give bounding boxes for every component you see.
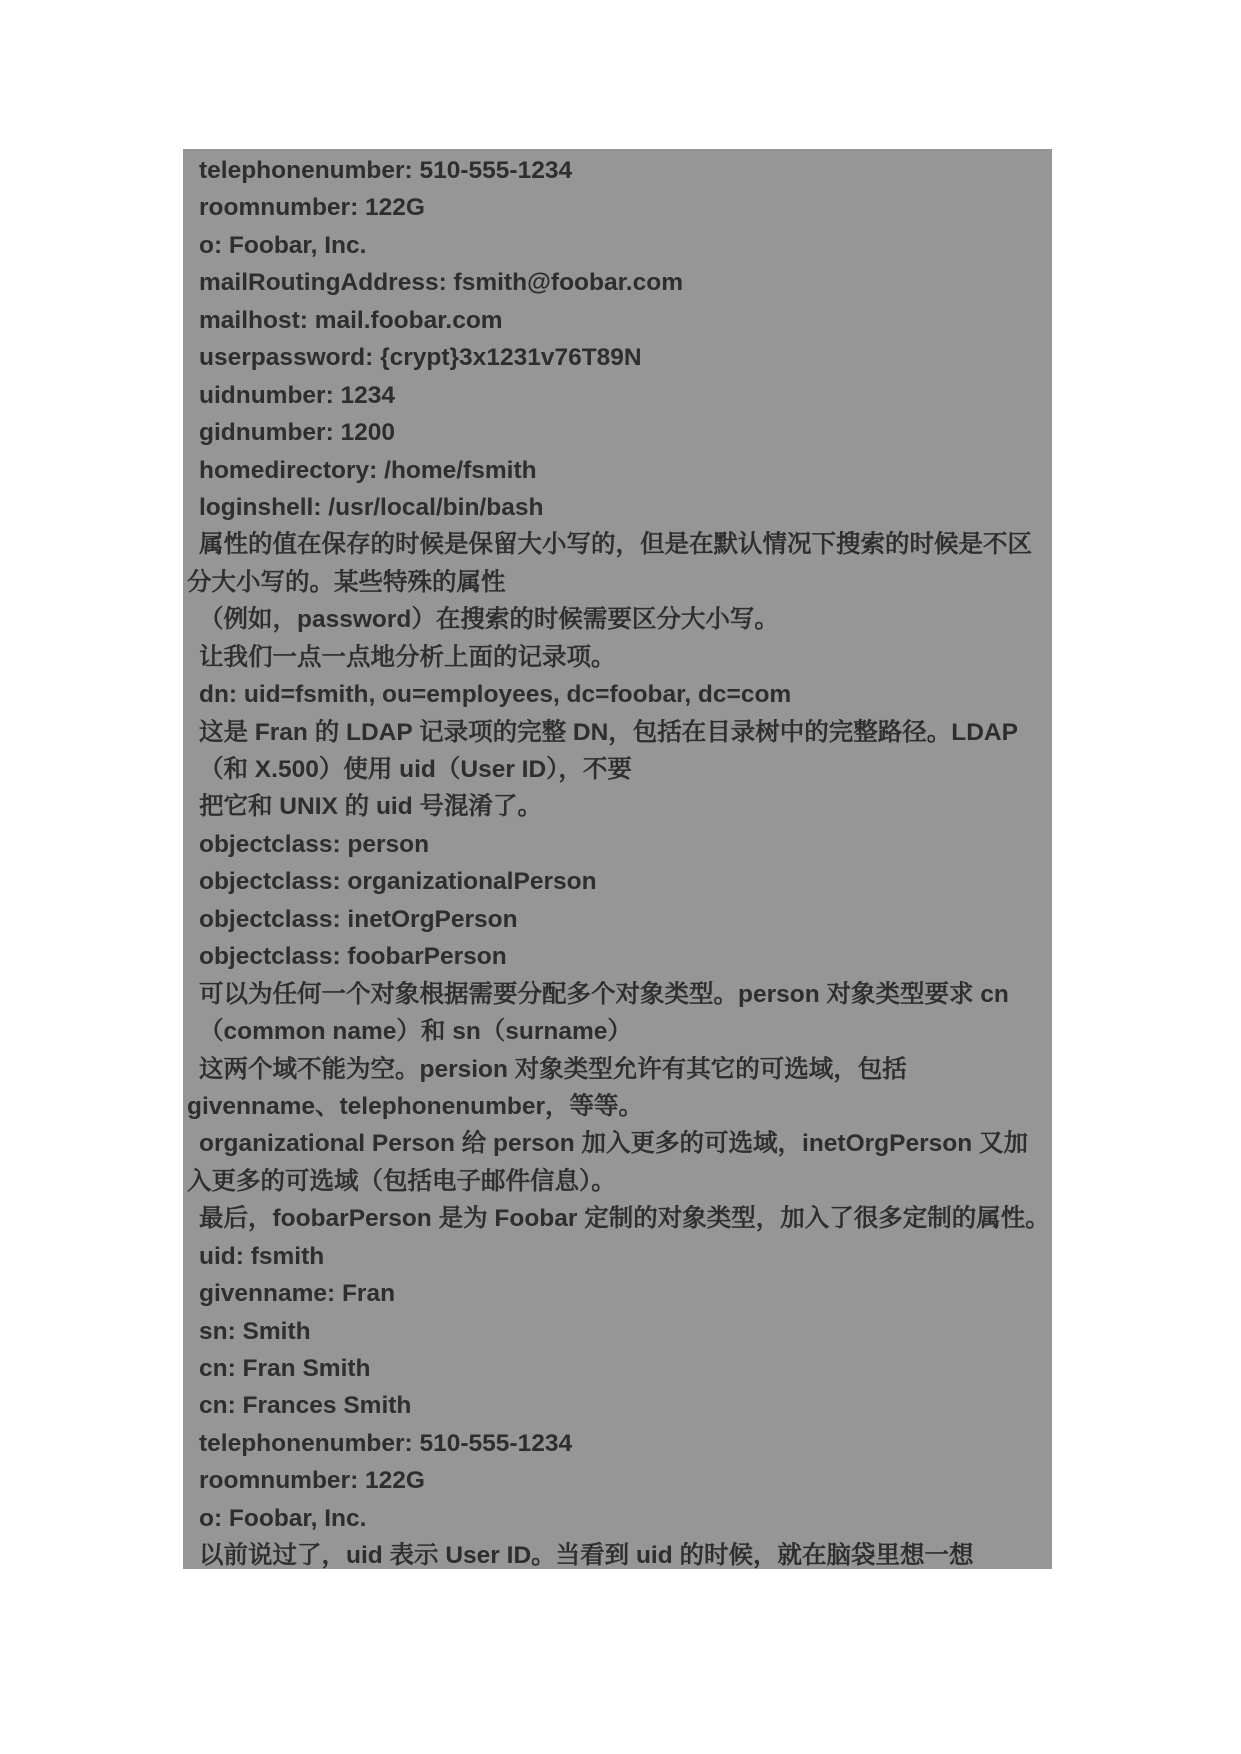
text-line: dn: uid=fsmith, ou=employees, dc=foobar, dc=com — [199, 681, 792, 709]
text-line: o: Foobar, Inc. — [199, 1504, 367, 1532]
text-line: roomnumber: 122G — [199, 194, 425, 222]
text-line: telephonenumber: 510-555-1234 — [199, 157, 573, 184]
text-line: 这两个域不能为空。persion 对象类型允许有其它的可选域，包括 — [199, 1055, 907, 1083]
text-line: roomnumber: 122G — [199, 1467, 425, 1495]
text-line: uidnumber: 1234 — [199, 381, 396, 409]
text-line: givenname: Fran — [199, 1280, 396, 1308]
text-line: 分大小写的。某些特殊的属性 — [187, 568, 506, 596]
text-line: userpassword: {crypt}3x1231v76T89N — [199, 344, 642, 372]
text-line: loginshell: /usr/local/bin/bash — [199, 493, 544, 521]
text-line: （例如，password）在搜索的时候需要区分大小写。 — [199, 606, 779, 634]
text-line: cn: Fran Smith — [199, 1355, 371, 1382]
text-line: objectclass: foobarPerson — [199, 943, 507, 971]
text-line: uid: fsmith — [199, 1242, 325, 1270]
text-line: 属性的值在保存的时候是保留大小写的，但是在默认情况下搜索的时候是不区 — [199, 531, 1032, 559]
text-line: organizational Person 给 person 加入更多的可选域，inetOrgPerson 又加 — [199, 1130, 1029, 1158]
text-line: o: Foobar, Inc. — [199, 231, 367, 259]
text-line: mailhost: mail.foobar.com — [199, 306, 503, 334]
text-line: 这是 Fran 的 LDAP 记录项的完整 DN，包括在目录树中的完整路径。LDAP — [199, 718, 1018, 746]
text-line: objectclass: person — [199, 830, 430, 858]
text-line: 入更多的可选域（包括电子邮件信息）。 — [187, 1167, 616, 1195]
text-line: 可以为任何一个对象根据需要分配多个对象类型。person 对象类型要求 cn — [199, 980, 1009, 1008]
text-line: 让我们一点一点地分析上面的记录项。 — [199, 643, 616, 671]
text-line: 以前说过了，uid 表示 User ID。当看到 uid 的时候，就在脑袋里想一想 — [199, 1542, 974, 1570]
document-text — [183, 152, 1055, 1575]
text-line: cn: Frances Smith — [199, 1392, 412, 1420]
text-line: （common name）和 sn（surname） — [199, 1018, 632, 1046]
text-line: objectclass: inetOrgPerson — [199, 905, 518, 933]
text-line: mailRoutingAddress: fsmith@foobar.com — [199, 269, 683, 297]
text-line: telephonenumber: 510-555-1234 — [199, 1429, 573, 1457]
text-line: gidnumber: 1200 — [199, 419, 396, 447]
text-line: 把它和 UNIX 的 uid 号混淆了。 — [199, 793, 542, 821]
text-line: objectclass: organizationalPerson — [199, 868, 597, 896]
text-line: 最后，foobarPerson 是为 Foobar 定制的对象类型，加入了很多定制的属性。 — [199, 1205, 1050, 1233]
text-line: （和 X.500）使用 uid（User ID），不要 — [199, 756, 632, 783]
text-line: givenname、telephonenumber，等等。 — [187, 1092, 644, 1120]
text-line: homedirectory: /home/fsmith — [199, 456, 537, 484]
text-line: sn: Smith — [199, 1317, 311, 1345]
